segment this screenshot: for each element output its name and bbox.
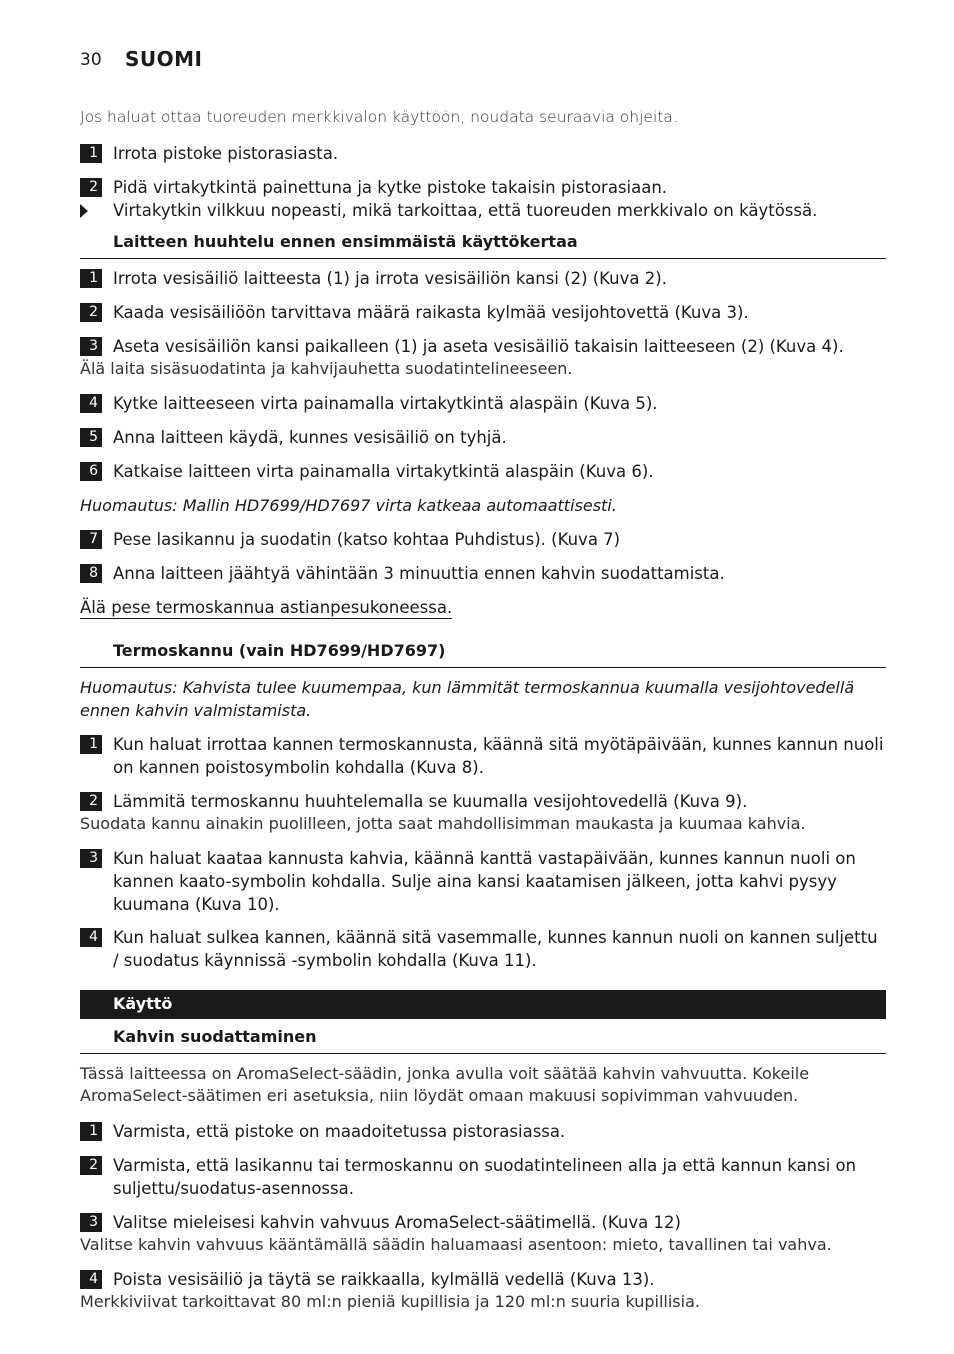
step-text: Poista vesisäiliö ja täytä se raikkaalla, kylmällä vedellä (Kuva 13).	[113, 1270, 655, 1289]
step-number: 5	[80, 428, 102, 447]
step-text: Kun haluat sulkea kannen, käännä sitä vasemmalle, kunnes kannun nuoli on kannen suljettu / suodatus käynnissä -symbolin kohdalla (Kuva 11).	[113, 928, 878, 970]
result-text: Virtakytkin vilkkuu nopeasti, mikä tarkoittaa, että tuoreuden merkkivalo on käytössä.	[113, 201, 818, 220]
descaling-heading-text: Laitteen huuhtelu ennen ensimmäistä käyttökertaa	[113, 232, 578, 251]
step-number: 4	[80, 928, 102, 947]
step-text: Pese lasikannu ja suodatin (katso kohtaa Puhdistus). (Kuva 7)	[113, 530, 621, 549]
brewing-tip: Merkkiviivat tarkoittavat 80 ml:n pieniä kupillisia ja 120 ml:n suuria kupillisia.	[80, 1292, 700, 1311]
step-text: Aseta vesisäiliön kansi paikalleen (1) ja aseta vesisäiliö takaisin laitteeseen (2) (Kuva 4).	[113, 337, 844, 356]
thermos-heading-text: Termoskannu (vain HD7699/HD7697)	[113, 641, 446, 660]
step-text: Lämmitä termoskannu huuhtelemalla se kuumalla vesijohtovedellä (Kuva 9).	[113, 792, 748, 811]
step-number: 8	[80, 564, 102, 583]
step-text: Katkaise laitteen virta painamalla virtakytkintä alaspäin (Kuva 6).	[113, 462, 654, 481]
step-number: 3	[80, 337, 102, 356]
descaling-step	[80, 301, 886, 324]
step-text: Kun haluat kaataa kannusta kahvia, käännä kanttä vastapäivään, kunnes kannun nuoli on kannen kaato-symbolin kohdalla. Sulje aina kansi kaatamisen jälkeen, jotta kahvi pysyy kuumana (Kuva 10).	[113, 849, 856, 914]
freshness-step	[80, 176, 886, 199]
brewing-heading-text: Kahvin suodattaminen	[113, 1027, 317, 1046]
step-text: Kytke laitteeseen virta painamalla virtakytkintä alaspäin (Kuva 5).	[113, 394, 658, 413]
intro-text: Jos haluat ottaa tuoreuden merkkivalon käyttöön, noudata seuraavia ohjeita.	[80, 108, 678, 126]
descaling-step	[80, 267, 886, 290]
step-text: Irrota vesisäiliö laitteesta (1) ja irrota vesisäiliön kansi (2) (Kuva 2).	[113, 269, 667, 288]
descaling-step	[80, 562, 886, 585]
brewing-step	[80, 1154, 886, 1200]
step-text: Varmista, että pistoke on maadoitetussa pistorasiassa.	[113, 1122, 566, 1141]
brewing-step	[80, 1120, 886, 1143]
thermos-step	[80, 926, 886, 972]
result-bullet	[80, 199, 886, 222]
step-text: Kaada vesisäiliöön tarvittava määrä raikasta kylmää vesijohtovettä (Kuva 3).	[113, 303, 749, 322]
step-text: Pidä virtakytkintä painettuna ja kytke pistoke takaisin pistorasiaan.	[113, 178, 668, 197]
thermos-step	[80, 733, 886, 779]
step-number: 1	[80, 269, 102, 288]
descaling-tip: Älä laita sisäsuodatinta ja kahvijauhetta suodatintelineeseen.	[80, 359, 573, 378]
thermos-tip: Suodata kannu ainakin puolilleen, jotta saat mahdollisimman maukasta ja kuumaa kahvia.	[80, 814, 806, 833]
step-text: Valitse mieleisesi kahvin vahvuus AromaSelect-säätimellä. (Kuva 12)	[113, 1213, 681, 1232]
step-text: Varmista, että lasikannu tai termoskannu on suodatintelineen alla ja että kannun kansi on suljettu/suodatus-asennossa.	[113, 1156, 857, 1198]
freshness-step	[80, 142, 886, 165]
step-text: Anna laitteen käydä, kunnes vesisäiliö on tyhjä.	[113, 428, 507, 447]
language-heading: SUOMI	[125, 47, 203, 71]
brewing-tip: Valitse kahvin vahvuus kääntämällä säädin haluamaasi asentoon: mieto, tavallinen tai vahva.	[80, 1235, 832, 1254]
step-number: 1	[80, 144, 102, 163]
descaling-step	[80, 426, 886, 449]
step-number: 2	[80, 303, 102, 322]
descaling-heading	[80, 230, 886, 259]
result-arrow-icon	[80, 204, 88, 218]
usage-section-bar	[80, 990, 886, 1019]
descaling-step	[80, 335, 886, 358]
step-number: 1	[80, 735, 102, 754]
step-number: 4	[80, 394, 102, 413]
descaling-step	[80, 528, 886, 551]
brewing-step	[80, 1211, 886, 1234]
brewing-heading	[80, 1025, 886, 1054]
dishwasher-warning: Älä pese termoskannua astianpesukoneessa.	[80, 598, 453, 617]
step-number: 1	[80, 1122, 102, 1141]
thermos-step	[80, 847, 886, 916]
thermos-step	[80, 790, 886, 813]
step-number: 3	[80, 849, 102, 868]
step-number: 2	[80, 792, 102, 811]
page-number: 30	[80, 50, 102, 70]
brewing-intro: Tässä laitteessa on AromaSelect-säädin, jonka avulla voit säätää kahvin vahvuutta. Kokeile AromaSelect-säätimen eri asetuksia, niin löydät omaan makuusi sopivimman vahvuuden.	[80, 1064, 810, 1105]
step-number: 2	[80, 178, 102, 197]
thermos-heading	[80, 639, 886, 668]
step-number: 6	[80, 462, 102, 481]
step-number: 2	[80, 1156, 102, 1175]
descaling-step	[80, 460, 886, 483]
step-text: Kun haluat irrottaa kannen termoskannusta, käännä sitä myötäpäivään, kunnes kannun nuoli on kannen poistosymbolin kohdalla (Kuva 8).	[113, 735, 884, 777]
step-number: 7	[80, 530, 102, 549]
descaling-step	[80, 392, 886, 415]
step-text: Anna laitteen jäähtyä vähintään 3 minuuttia ennen kahvin suodattamista.	[113, 564, 725, 583]
step-number: 4	[80, 1270, 102, 1289]
step-text: Irrota pistoke pistorasiasta.	[113, 144, 339, 163]
step-number: 3	[80, 1213, 102, 1232]
descaling-note: Huomautus: Mallin HD7699/HD7697 virta katkeaa automaattisesti.	[80, 496, 617, 515]
thermos-note: Huomautus: Kahvista tulee kuumempaa, kun lämmität termoskannua kuumalla vesijohtovedellä ennen kahvin valmistamista.	[80, 678, 855, 720]
brewing-step	[80, 1268, 886, 1291]
usage-section-title: Käyttö	[113, 994, 173, 1013]
